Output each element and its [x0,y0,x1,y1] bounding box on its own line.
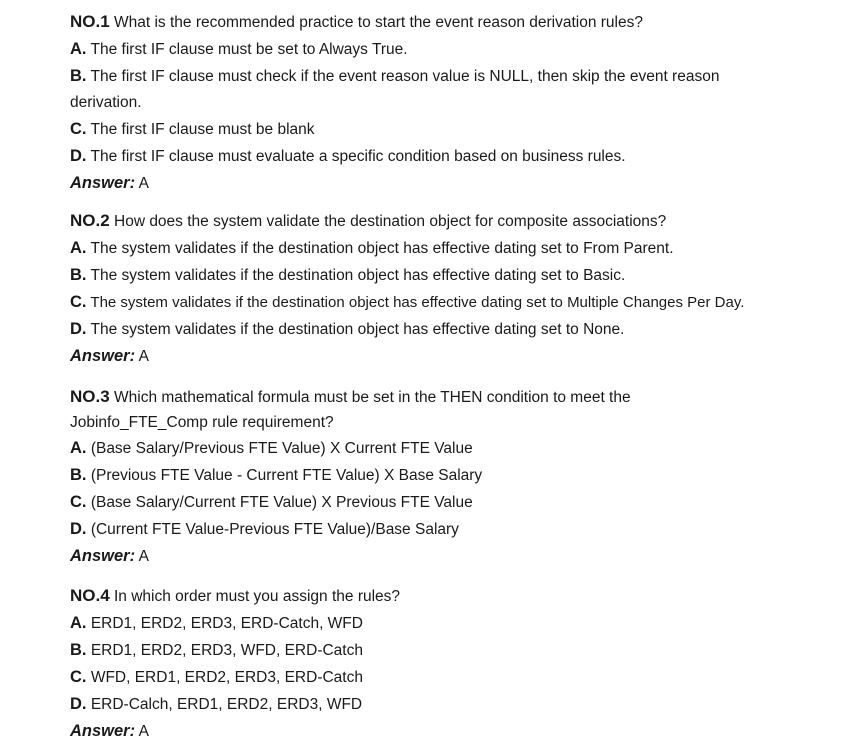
option-letter: A. [70,439,87,457]
answer-label: Answer: [70,347,136,365]
answer-value: A [138,548,149,565]
option-c [70,664,837,691]
question-text: Which mathematical formula must be set in the THEN condition to meet the Jobinfo_FTE_Comp rule requirement? [70,389,631,431]
option-d [70,691,837,718]
option-c [70,289,837,316]
option-text: The system validates if the destination object has effective dating set to Multiple Changes Per Day. [90,294,745,311]
question-3-stem [70,384,710,435]
question-text: In which order must you assign the rules? [114,588,401,605]
option-letter: B. [70,67,87,85]
answer-value: A [138,723,149,740]
answer [70,170,837,197]
option-text: ERD-Calch, ERD1, ERD2, ERD3, WFD [90,696,363,713]
option-b [70,462,837,489]
question-4-stem [70,583,837,610]
option-letter: B. [70,641,87,659]
question-number: NO.4 [70,586,110,605]
option-letter: D. [70,520,87,538]
option-text: The system validates if the destination object has effective dating set to Basic. [90,267,626,284]
option-a [70,610,837,637]
question-text: How does the system validate the destination object for composite associations? [114,213,667,230]
option-text: ERD1, ERD2, ERD3, WFD, ERD-Catch [90,642,363,659]
option-letter: A. [70,40,87,58]
option-text: The first IF clause must be blank [90,121,315,138]
option-letter: A. [70,239,87,257]
answer-label: Answer: [70,547,136,565]
option-text: The first IF clause must be set to Always True. [90,41,408,58]
option-b [70,63,770,116]
option-letter: C. [70,668,87,686]
option-letter: C. [70,293,87,311]
option-letter: B. [70,266,87,284]
option-b [70,262,837,289]
answer-label: Answer: [70,174,136,192]
answer [70,343,837,370]
option-c [70,489,837,516]
option-a [70,235,837,262]
option-text: (Current FTE Value-Previous FTE Value)/Base Salary [90,521,459,538]
answer [70,718,837,745]
option-text: (Base Salary/Previous FTE Value) X Current FTE Value [90,440,473,457]
option-a [70,36,837,63]
question-1-stem [70,9,837,36]
answer-value: A [138,348,149,365]
option-text: The first IF clause must evaluate a specific condition based on business rules. [90,148,626,165]
question-2-stem [70,208,837,235]
option-text: The system validates if the destination object has effective dating set to From Parent. [90,240,674,257]
question-number: NO.1 [70,12,110,31]
option-text: (Base Salary/Current FTE Value) X Previous FTE Value [90,494,473,511]
question-text: What is the recommended practice to start the event reason derivation rules? [114,14,643,31]
option-text: WFD, ERD1, ERD2, ERD3, ERD-Catch [90,669,363,686]
option-d [70,516,837,543]
answer-label: Answer: [70,722,136,740]
option-a [70,435,837,462]
answer [70,543,837,570]
option-letter: B. [70,466,87,484]
option-text: (Previous FTE Value - Current FTE Value) X Base Salary [90,467,483,484]
question-3 [70,384,837,570]
question-number: NO.2 [70,211,110,230]
option-letter: C. [70,493,87,511]
option-b [70,637,837,664]
option-letter: C. [70,120,87,138]
option-letter: D. [70,320,87,338]
question-2 [70,208,837,370]
option-letter: D. [70,147,87,165]
option-d [70,143,837,170]
question-number: NO.3 [70,387,110,406]
option-text: The system validates if the destination object has effective dating set to None. [90,321,625,338]
option-text: ERD1, ERD2, ERD3, ERD-Catch, WFD [90,615,363,632]
option-text: The first IF clause must check if the event reason value is NULL, then skip the event reason derivation. [70,68,720,111]
option-letter: D. [70,695,87,713]
option-d [70,316,837,343]
answer-value: A [138,175,149,192]
option-c [70,116,837,143]
question-4 [70,583,837,745]
question-1 [70,9,837,197]
option-letter: A. [70,614,87,632]
